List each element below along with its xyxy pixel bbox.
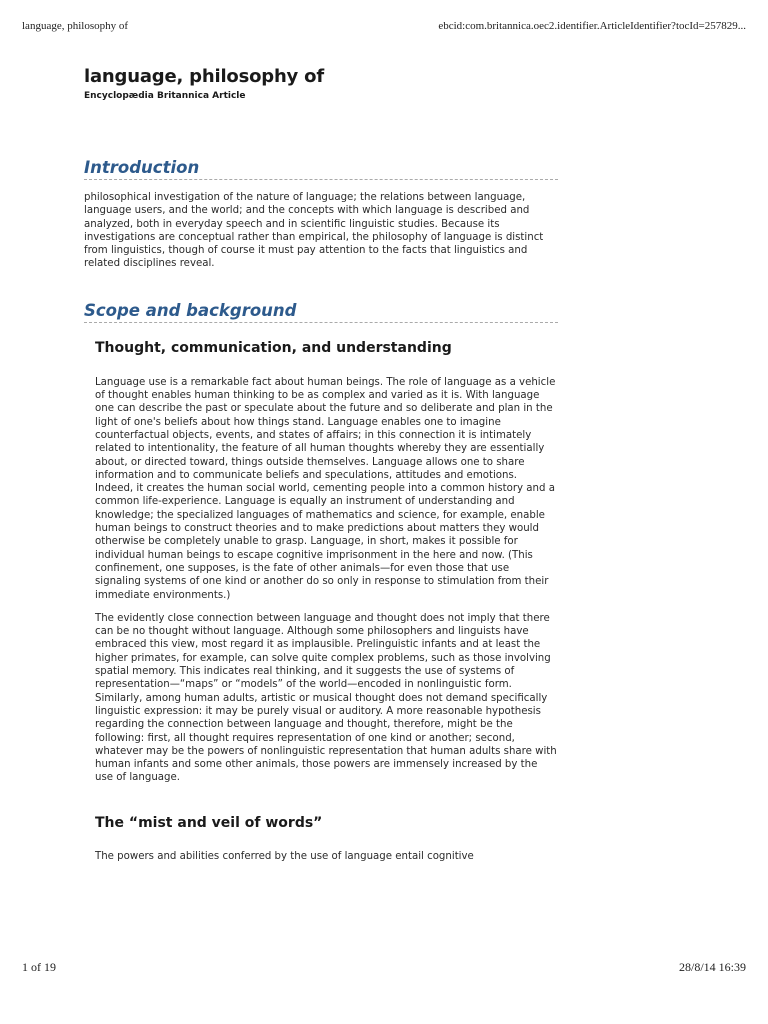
print-datetime: 28/8/14 16:39 <box>678 960 746 974</box>
article-title: language, philosophy of <box>84 66 324 87</box>
print-url: ebcid:com.britannica.oec2.identifier.ArticleIdentifier?tocId=257829... <box>438 20 746 32</box>
print-footer <box>22 960 746 976</box>
section-heading-scope: Scope and background <box>84 301 558 323</box>
subsection-mist-and-veil <box>84 815 558 863</box>
section-heading-introduction: Introduction <box>84 158 558 180</box>
print-page-number: 1 of 19 <box>22 960 56 974</box>
paragraph: Language use is a remarkable fact about human beings. The role of language as a vehicle of thought enables human thinking to be as complex and varied as it is. With language one can describe the past or speculate about the future and so deliberate and plan in the light of one's beliefs about how things stand. Language enables one to imagine counterfactual objects, events, and states of affairs; in this connection it is intimately related to intentionality, the feature of all human thoughts whereby they are essentially about, or directed toward, things outside themselves. Language allows one to share information and to communicate beliefs and speculations, attitudes and emotions. Indeed, it creates the human social world, cementing people into a common history and a common life-experience. Language is equally an instrument of understanding and knowledge; the specialized languages of mathematics and science, for example, enable human beings to construct theories and to make predictions about matters they would otherwise be completely unable to grasp. Language, in short, makes it possible for individual human beings to escape cognitive imprisonment in the here and now. (This confinement, one supposes, is the fate of other animals—for even those that use signaling systems of one kind or another do so only in response to stimulation from their immediate environments.) <box>95 376 556 601</box>
subsection-thought <box>84 340 558 785</box>
article-source: Encyclopædia Britannica Article <box>84 91 246 101</box>
intro-paragraph: philosophical investigation of the nature of language; the relations between language, language users, and the world; and the concepts with which language is described and analyzed, both in everyday speech and in scientific linguistic studies. Because its investigations are conceptual rather than empirical, the philosophy of language is distinct from linguistics, though of course it must pay attention to the facts that linguistics and related disciplines reveal. <box>84 192 544 270</box>
print-header <box>22 20 746 36</box>
print-page-title: language, philosophy of <box>22 20 129 32</box>
article <box>84 66 558 863</box>
subsection-heading-thought: Thought, communication, and understanding <box>95 339 452 356</box>
paragraph: The evidently close connection between language and thought does not imply that there can be no thought without language. Although some philosophers and linguists have embraced this view, most regard it as implausible. Prelinguistic infants and at least the higher primates, for example, can solve quite complex problems, such as those involving spatial memory. This indicates real thinking, and it suggests the use of systems of representation—“maps” or “models” of the world—encoded in nonlinguistic form. Similarly, among human adults, artistic or musical thought does not demand specifically linguistic expression: it may be purely visual or auditory. A more reasonable hypothesis regarding the connection between language and thought, therefore, might be the following: first, all thought requires representation of one kind or another; second, whatever may be the powers of nonlinguistic representation that human adults share with human infants and some other animals, those powers are immensely increased by the use of language. <box>95 612 557 784</box>
subsection-heading-mist-and-veil: The “mist and veil of words” <box>95 814 323 831</box>
paragraph: The powers and abilities conferred by the use of language entail cognitive <box>95 850 474 862</box>
